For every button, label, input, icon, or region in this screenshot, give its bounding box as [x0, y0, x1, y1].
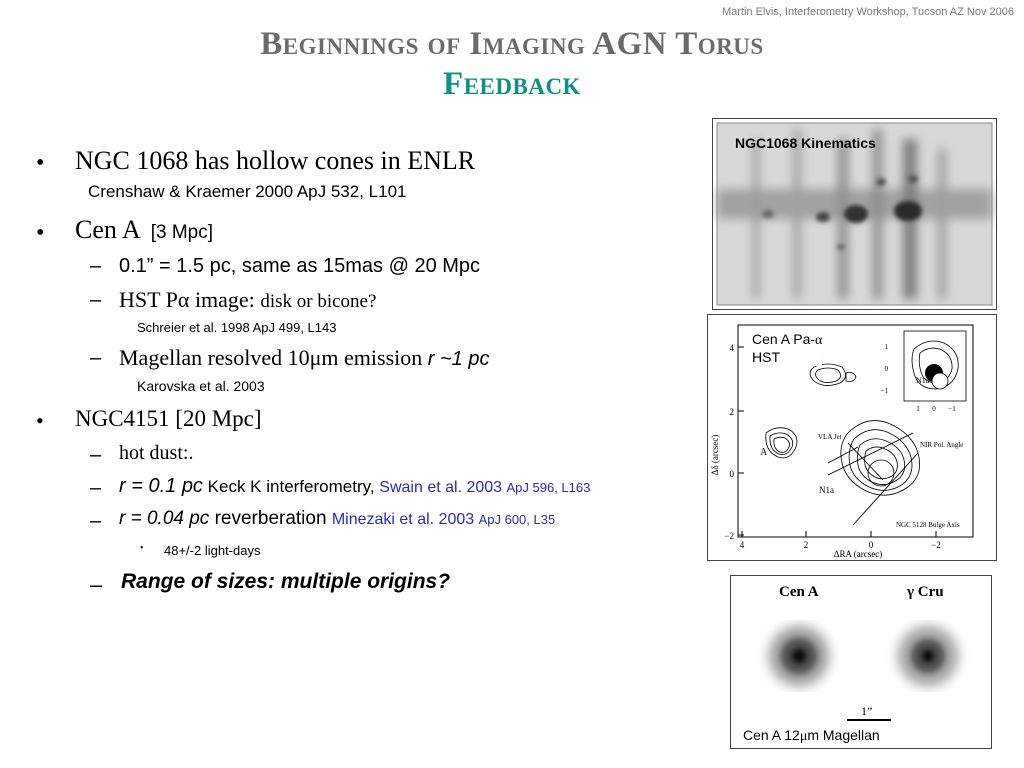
light-days: 48+/-2 light-days [164, 543, 261, 558]
bullet-dot: • [36, 408, 44, 433]
keck-radius: r = 0.1 pc [119, 475, 203, 497]
hst-label: HST [752, 349, 780, 365]
ngc1068-reference: Crenshaw & Kraemer 2000 ApJ 532, L101 [88, 182, 407, 201]
dash: – [90, 444, 102, 466]
cena-contour-panel [707, 314, 997, 561]
mu-symbol: μ [309, 345, 322, 370]
x-tick: 2 [803, 540, 809, 550]
y-axis-label: Δδ (arcsec) [710, 434, 720, 476]
dash: – [90, 510, 102, 532]
dash: – [90, 255, 102, 277]
keck-item [119, 475, 590, 498]
cena-label: Cen A [75, 215, 141, 244]
y-tick: 4 [729, 343, 734, 353]
hst-text: HST P [119, 287, 178, 312]
rev-radius: r = 0.04 pc [119, 508, 210, 529]
dash: – [90, 347, 102, 369]
pa-label-text: Cen A Pa- [752, 331, 816, 347]
keck-reference: Swain et al. 2003 [379, 479, 507, 496]
bullet-dot: • [36, 220, 45, 246]
magellan-reference: Karovska et al. 2003 [137, 378, 265, 394]
alpha-symbol: α [177, 287, 190, 312]
scale-label: 1” [861, 704, 873, 718]
x-tick: 4 [739, 540, 745, 550]
magellan-image [731, 576, 991, 748]
dash: – [90, 572, 103, 597]
rev-journal: ApJ 600, L35 [478, 512, 556, 527]
inset-x-tick: 1 [916, 405, 920, 413]
inset-y-tick: 0 [884, 365, 888, 373]
magellan-caption [743, 727, 880, 745]
label-cena: Cen A [779, 584, 819, 600]
magellan-item [119, 345, 489, 371]
x-axis-label: ΔRA (arcsec) [833, 549, 883, 559]
keck-text: Keck K interferometry, [202, 477, 380, 496]
label-n1a-inset: N1a [916, 376, 930, 385]
inset-x-tick: 0 [932, 405, 936, 413]
small-bullet: • [140, 543, 144, 554]
label-nir-pol: NIR Pol. Angle [920, 441, 964, 449]
hot-dust-item: hot dust:. [119, 442, 194, 464]
mag-text: Magellan resolved 10 [119, 345, 310, 370]
alpha-symbol: α [815, 333, 823, 348]
label-bulge-axis: NGC 5128 Bulge Axis [896, 521, 960, 529]
y-tick: 2 [729, 407, 734, 417]
cena-distance: [3 Mpc] [150, 222, 214, 243]
ngc1068-kinematics-panel [712, 118, 997, 310]
rev-reference: Minezaki et al. 2003 [331, 511, 479, 528]
keck-journal: ApJ 596, L163 [506, 480, 591, 495]
mu-symbol: μ [799, 729, 808, 744]
y-tick: −2 [724, 531, 734, 541]
label-gamma-cru: γ Cru [907, 584, 944, 600]
label-a: A [760, 447, 768, 458]
slide-title: Beginnings of Imaging AGN Torus [260, 26, 764, 62]
caption-text: Cen A 12 [743, 727, 800, 743]
hst-text2: image: [189, 287, 261, 312]
credit-line: Martin Elvis, Interferometry Workshop, Tucson AZ Nov 2006 [721, 6, 1014, 18]
dash: – [90, 477, 102, 499]
magellan-panel [730, 575, 992, 749]
slide-subtitle: Feedback [443, 66, 581, 102]
y-tick: 0 [729, 469, 734, 479]
bullet-ngc4151: NGC4151 [20 Mpc] [75, 406, 262, 431]
inset-y-tick: 1 [884, 343, 888, 351]
label-vla-jet: VLA Jet [818, 433, 842, 441]
pa-alpha-label [752, 331, 822, 366]
inset-x-tick: −1 [948, 405, 956, 413]
bullet-cena [75, 215, 213, 245]
hst-text3: disk or bicone? [260, 291, 377, 312]
bullet-dot: • [36, 150, 45, 176]
reverberation-item [119, 508, 555, 530]
bullet-ngc1068: NGC 1068 has hollow cones in ENLR [75, 146, 476, 175]
x-tick: −2 [931, 540, 941, 550]
hst-reference: Schreier et al. 1998 ApJ 499, L143 [137, 320, 337, 335]
x-tick: 0 [868, 540, 874, 550]
dash: – [90, 289, 102, 311]
inset-y-tick: −1 [880, 387, 888, 395]
kinematics-label: NGC1068 Kinematics [735, 135, 876, 151]
cena-scale: 0.1” = 1.5 pc, same as 15mas @ 20 Mpc [119, 255, 481, 277]
mag-radius: r ~1 pc [427, 348, 490, 370]
mag-text2: m emission [321, 345, 428, 370]
caption-text2: m Magellan [807, 727, 880, 743]
rev-text: reverberation [209, 508, 332, 529]
range-of-sizes: Range of sizes: multiple origins? [121, 570, 451, 593]
hst-image-item [119, 287, 376, 313]
label-n1a: N1a [819, 485, 834, 495]
